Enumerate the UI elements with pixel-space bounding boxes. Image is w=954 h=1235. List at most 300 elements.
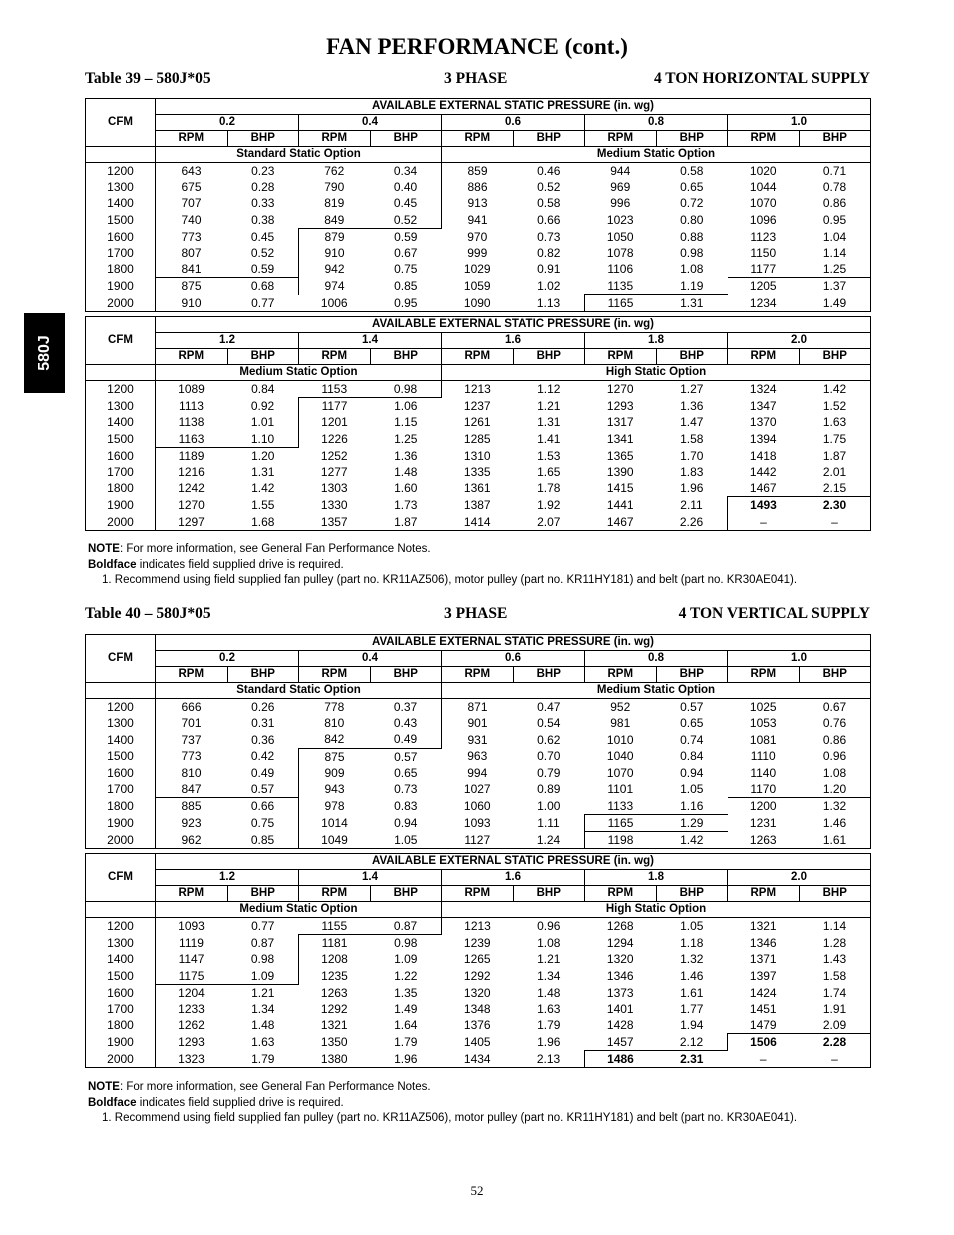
- subcolumn-header: RPM: [728, 667, 800, 683]
- bhp-cell: 0.68: [250, 279, 275, 294]
- subcolumn-header: BHP: [227, 349, 299, 365]
- bhp-cell: 1.20: [799, 781, 871, 798]
- bhp-cell: 0.77: [227, 295, 299, 312]
- rpm-cell: 1025: [749, 700, 777, 715]
- rpm-cell: 913: [467, 196, 488, 211]
- pressure-column: 0.2: [156, 115, 299, 131]
- rpm-cell: 1387: [463, 498, 491, 513]
- rpm-cell: 1090: [442, 295, 514, 312]
- rpm-cell: 1010: [606, 732, 634, 747]
- bhp-cell: 1.19: [680, 278, 704, 293]
- rpm-cell: 999: [467, 246, 488, 261]
- table-row: [86, 832, 871, 849]
- subcolumn-header: BHP: [799, 886, 871, 902]
- table-row: [86, 431, 871, 448]
- rpm-cell: 819: [324, 196, 345, 211]
- rpm-cell: 1348: [463, 1002, 491, 1017]
- rpm-cell: 1380: [299, 1051, 371, 1068]
- rpm-cell: 1123: [750, 229, 777, 244]
- bhp-cell: 1.35: [394, 985, 418, 1000]
- bhp-cell: 1.58: [680, 431, 704, 446]
- option-spacer: [86, 683, 156, 699]
- rpm-cell: 970: [467, 229, 488, 244]
- table-row: [86, 261, 871, 278]
- bhp-cell: 0.58: [537, 196, 561, 211]
- bhp-cell: 1.60: [394, 481, 418, 496]
- bhp-cell: 0.28: [251, 180, 275, 195]
- table-notes: [88, 1080, 888, 1127]
- rpm-cell: 1479: [749, 1018, 777, 1033]
- bhp-cell: 0.84: [251, 382, 275, 397]
- bhp-cell: 0.73: [394, 782, 418, 797]
- fan-table: [85, 853, 871, 1068]
- bhp-cell: 1.42: [251, 481, 275, 496]
- bhp-cell: 0.83: [394, 798, 418, 813]
- subcolumn-header: BHP: [370, 886, 442, 902]
- subcolumn-header: RPM: [442, 886, 514, 902]
- bhp-cell: 1.65: [537, 465, 561, 480]
- bhp-cell: 1.05: [680, 919, 704, 934]
- subcolumn-header: RPM: [156, 886, 228, 902]
- rpm-cell: 1198: [585, 832, 657, 849]
- cfm-cell: 1900: [86, 1034, 156, 1051]
- bhp-cell: 2.13: [513, 1051, 585, 1068]
- rpm-cell: 1493: [728, 497, 800, 514]
- bhp-cell: 1.87: [799, 447, 871, 464]
- bhp-cell: 0.94: [680, 765, 704, 780]
- rpm-cell: 1486: [585, 1051, 657, 1068]
- bhp-cell: 1.55: [251, 498, 275, 513]
- rpm-cell: 1014: [299, 814, 371, 831]
- rpm-cell: –: [728, 1051, 800, 1068]
- note-line: [88, 542, 888, 558]
- rpm-cell: 1434: [442, 1051, 514, 1068]
- bhp-cell: 1.02: [537, 279, 561, 294]
- table-row: [86, 381, 871, 398]
- cfm-cell: 1300: [86, 935, 156, 952]
- bhp-cell: 0.34: [370, 163, 442, 180]
- bhp-cell: 1.41: [537, 431, 561, 446]
- bhp-cell: 0.71: [799, 163, 871, 180]
- bhp-cell: 0.77: [251, 919, 275, 934]
- rpm-cell: 1376: [463, 1018, 491, 1033]
- bhp-cell: 1.79: [394, 1035, 418, 1050]
- rpm-cell: 1451: [749, 1002, 777, 1017]
- cfm-header: CFM: [86, 854, 156, 902]
- cfm-cell: 1400: [86, 414, 156, 430]
- rpm-cell: 1263: [320, 985, 348, 1000]
- table-row: [86, 195, 871, 211]
- side-tab-label: 580J: [35, 335, 53, 371]
- rpm-cell: 1285: [463, 431, 491, 446]
- bhp-cell: 1.91: [799, 1001, 871, 1017]
- bhp-cell: 1.61: [680, 985, 704, 1000]
- bhp-cell: 0.75: [250, 815, 275, 830]
- note-label: NOTE: [88, 543, 120, 555]
- bhp-cell: 1.94: [680, 1018, 704, 1033]
- rpm-cell: 1292: [320, 1002, 348, 1017]
- cfm-cell: 1800: [86, 261, 156, 278]
- bhp-cell: 1.25: [799, 261, 871, 278]
- rpm-cell: 1414: [442, 514, 514, 531]
- rpm-cell: 1293: [606, 399, 634, 414]
- subcolumn-header: BHP: [799, 667, 871, 683]
- cfm-cell: 1500: [86, 212, 156, 229]
- bhp-cell: 0.95: [799, 212, 871, 229]
- rpm-cell: 910: [156, 295, 228, 312]
- rpm-cell: 1320: [463, 985, 491, 1000]
- rpm-cell: 1297: [156, 514, 228, 531]
- subcolumn-header: BHP: [513, 667, 585, 683]
- rpm-cell: 978: [299, 798, 371, 815]
- bhp-cell: 0.85: [227, 832, 299, 849]
- cfm-cell: 1200: [86, 699, 156, 716]
- pressure-header: AVAILABLE EXTERNAL STATIC PRESSURE (in. wg): [156, 635, 871, 651]
- rpm-cell: 1394: [749, 431, 777, 446]
- bhp-cell: 1.00: [537, 798, 561, 813]
- bhp-cell: 1.92: [537, 498, 561, 513]
- rpm-cell: 952: [610, 700, 631, 715]
- pressure-column: 0.2: [156, 651, 299, 667]
- bhp-cell: 0.65: [394, 765, 418, 780]
- bhp-cell: 1.96: [680, 481, 704, 496]
- rpm-cell: 1294: [606, 936, 634, 951]
- rpm-cell: 1239: [463, 936, 491, 951]
- rpm-cell: 1321: [320, 1018, 348, 1033]
- bhp-cell: 0.40: [370, 179, 442, 195]
- rpm-cell: 1127: [442, 832, 514, 849]
- drive-option-label: Medium Static Option: [156, 365, 442, 381]
- rpm-cell: 1053: [749, 716, 777, 731]
- table-row: [86, 798, 871, 815]
- cfm-cell: 1500: [86, 748, 156, 765]
- bhp-cell: 0.87: [370, 918, 442, 935]
- rpm-cell: 1119: [179, 936, 204, 951]
- bhp-cell: 0.79: [537, 765, 561, 780]
- rpm-cell: 1263: [728, 832, 800, 849]
- bhp-cell: 0.59: [227, 261, 299, 278]
- table-row: [86, 514, 871, 531]
- bhp-cell: 1.47: [680, 415, 704, 430]
- rpm-cell: 1216: [156, 464, 228, 480]
- bhp-cell: 1.10: [227, 431, 299, 448]
- rpm-cell: 969: [610, 180, 631, 195]
- subcolumn-header: RPM: [442, 349, 514, 365]
- rpm-cell: 1175: [156, 968, 228, 985]
- bhp-cell: 0.52: [250, 246, 275, 261]
- cfm-cell: 1300: [86, 179, 156, 195]
- boldface-text: indicates field supplied drive is required.: [136, 558, 344, 571]
- rpm-cell: 941: [467, 212, 488, 227]
- cfm-header: CFM: [86, 99, 156, 147]
- rpm-cell: 1060: [463, 798, 491, 813]
- bhp-cell: 1.48: [537, 985, 561, 1000]
- cfm-cell: 1800: [86, 1017, 156, 1034]
- rpm-cell: 1346: [749, 936, 777, 951]
- rpm-cell: 740: [181, 212, 202, 227]
- subcolumn-header: BHP: [656, 131, 728, 147]
- table-supply: 4 TON HORIZONTAL SUPPLY: [653, 70, 870, 87]
- bhp-cell: 1.79: [537, 1018, 561, 1033]
- rpm-cell: 810: [181, 765, 202, 780]
- bhp-cell: 0.57: [680, 700, 704, 715]
- side-tab: [24, 313, 65, 393]
- bhp-cell: 0.96: [799, 748, 871, 765]
- bhp-cell: 1.46: [799, 814, 871, 831]
- rpm-cell: 1205: [728, 278, 800, 295]
- rpm-cell: 1324: [749, 382, 777, 397]
- bhp-cell: 0.94: [394, 815, 418, 830]
- rpm-cell: 1226: [299, 431, 371, 448]
- rpm-cell: 1093: [178, 919, 205, 934]
- bhp-cell: 0.98: [250, 952, 275, 967]
- table-row: [86, 918, 871, 935]
- rpm-cell: 1467: [749, 481, 777, 496]
- rpm-cell: 666: [181, 700, 202, 715]
- drive-option-label: Medium Static Option: [442, 683, 871, 699]
- rpm-cell: 1506: [728, 1034, 800, 1051]
- bhp-cell: 0.65: [680, 716, 704, 731]
- cfm-cell: 1600: [86, 765, 156, 781]
- rpm-cell: 1317: [606, 415, 634, 430]
- bhp-cell: 0.65: [680, 180, 704, 195]
- table-row: [86, 245, 871, 261]
- bhp-cell: 1.08: [680, 262, 704, 277]
- bhp-cell: 1.21: [227, 984, 299, 1001]
- table-supply: 4 TON VERTICAL SUPPLY: [678, 605, 870, 622]
- bhp-cell: 1.09: [394, 952, 418, 967]
- rpm-cell: 1089: [178, 382, 205, 397]
- cfm-header: CFM: [86, 635, 156, 683]
- rpm-cell: 1201: [299, 414, 371, 430]
- bhp-cell: 1.04: [799, 228, 871, 245]
- bhp-cell: 0.66: [537, 212, 561, 227]
- bhp-cell: 1.32: [799, 798, 871, 815]
- rpm-cell: 1457: [606, 1034, 634, 1049]
- bhp-cell: 0.98: [370, 381, 442, 398]
- cfm-cell: 1300: [86, 398, 156, 415]
- bhp-cell: 1.28: [799, 935, 871, 952]
- rpm-cell: 1346: [606, 968, 634, 983]
- bhp-cell: 1.22: [394, 968, 418, 983]
- cfm-cell: 1700: [86, 464, 156, 480]
- rpm-cell: 1113: [179, 399, 204, 414]
- bhp-cell: 0.59: [370, 228, 442, 245]
- rpm-cell: 1155: [299, 918, 371, 935]
- pressure-header: AVAILABLE EXTERNAL STATIC PRESSURE (in. wg): [156, 317, 871, 333]
- pressure-column: 1.2: [156, 333, 299, 349]
- pressure-column: 1.8: [585, 333, 728, 349]
- bhp-cell: 0.98: [370, 935, 442, 952]
- bhp-cell: 0.70: [537, 749, 561, 764]
- table-row: [86, 781, 871, 798]
- cfm-cell: 2000: [86, 832, 156, 849]
- pressure-column: 1.0: [728, 651, 871, 667]
- rpm-cell: 994: [467, 765, 488, 780]
- bhp-cell: 1.24: [513, 832, 585, 849]
- bhp-cell: –: [799, 514, 871, 531]
- bhp-cell: 1.63: [537, 1002, 561, 1017]
- bhp-cell: 2.26: [656, 514, 728, 531]
- bhp-cell: 1.87: [370, 514, 442, 531]
- bhp-cell: 1.78: [537, 481, 561, 496]
- subcolumn-header: BHP: [370, 349, 442, 365]
- subcolumn-header: RPM: [442, 131, 514, 147]
- subcolumn-header: BHP: [227, 886, 299, 902]
- rpm-cell: 1424: [749, 985, 777, 1000]
- table-row: [86, 278, 871, 295]
- rpm-cell: 1237: [463, 399, 491, 414]
- page-title: FAN PERFORMANCE (cont.): [326, 34, 628, 59]
- rpm-cell: 1415: [606, 481, 634, 496]
- rpm-cell: 1233: [156, 1001, 228, 1017]
- cfm-cell: 1600: [86, 984, 156, 1001]
- bhp-cell: 1.61: [799, 832, 871, 849]
- note-text: : For more information, see General Fan Performance Notes.: [119, 543, 431, 555]
- bhp-cell: 0.49: [370, 731, 442, 748]
- bhp-cell: 0.82: [537, 246, 561, 261]
- rpm-cell: 1044: [749, 180, 777, 195]
- bhp-cell: 1.49: [394, 1002, 418, 1017]
- table-row: [86, 715, 871, 731]
- rpm-cell: 910: [299, 245, 371, 261]
- note-item: 1. Recommend using field supplied fan pulley (part no. KR11AZ506), motor pulley (part no. KR11HY181) and belt (part no. KR30AE041).: [102, 574, 798, 586]
- rpm-cell: 1467: [585, 514, 657, 531]
- bhp-cell: 1.49: [799, 295, 871, 312]
- rpm-cell: –: [728, 514, 800, 531]
- bhp-cell: 0.47: [537, 700, 561, 715]
- bhp-cell: 0.86: [799, 195, 871, 211]
- cfm-header: CFM: [86, 317, 156, 365]
- table-row: [86, 814, 871, 831]
- rpm-cell: 1070: [606, 765, 634, 780]
- subcolumn-header: BHP: [656, 349, 728, 365]
- bhp-cell: 0.89: [537, 782, 561, 797]
- bhp-cell: 0.87: [250, 936, 275, 951]
- bhp-cell: 0.85: [394, 279, 418, 294]
- bhp-cell: 1.06: [370, 398, 442, 415]
- table-row: [86, 163, 871, 180]
- table-row: [86, 212, 871, 229]
- rpm-cell: 790: [324, 180, 345, 195]
- rpm-cell: 1441: [606, 498, 634, 513]
- subcolumn-header: RPM: [299, 349, 371, 365]
- boldface-text: indicates field supplied drive is required.: [136, 1096, 344, 1109]
- rpm-cell: 931: [467, 732, 488, 747]
- bhp-cell: 1.20: [227, 447, 299, 464]
- rpm-cell: 737: [181, 732, 202, 747]
- rpm-cell: 1405: [463, 1035, 491, 1050]
- bhp-cell: 2.01: [799, 464, 871, 480]
- rpm-cell: 1357: [299, 514, 371, 531]
- cfm-cell: 1200: [86, 918, 156, 935]
- table-row: [86, 699, 871, 716]
- subcolumn-header: BHP: [513, 131, 585, 147]
- rpm-cell: 1270: [156, 497, 228, 514]
- subcolumn-header: RPM: [728, 349, 800, 365]
- table-row: [86, 1001, 871, 1017]
- cfm-cell: 1700: [86, 1001, 156, 1017]
- bhp-cell: 1.79: [227, 1051, 299, 1068]
- pressure-column: 2.0: [728, 333, 871, 349]
- rpm-cell: 701: [181, 716, 202, 731]
- rpm-cell: 1293: [156, 1034, 228, 1051]
- table-row: [86, 951, 871, 967]
- rpm-cell: 1133: [607, 798, 634, 813]
- bhp-cell: 1.42: [799, 381, 871, 398]
- rpm-cell: 1265: [463, 952, 491, 967]
- pressure-column: 1.0: [728, 115, 871, 131]
- bhp-cell: 1.21: [537, 399, 561, 414]
- subcolumn-header: RPM: [728, 131, 800, 147]
- rpm-cell: 1397: [749, 968, 777, 983]
- rpm-cell: 1153: [299, 381, 371, 398]
- table-row: [86, 497, 871, 514]
- rpm-cell: 944: [610, 164, 631, 179]
- subcolumn-header: RPM: [156, 667, 228, 683]
- cfm-cell: 1500: [86, 968, 156, 985]
- bhp-cell: 1.58: [799, 968, 871, 985]
- rpm-cell: 1200: [728, 798, 800, 815]
- table-row: [86, 179, 871, 195]
- bhp-cell: 0.38: [251, 212, 275, 227]
- bhp-cell: 1.73: [394, 498, 418, 513]
- subcolumn-header: BHP: [370, 131, 442, 147]
- bhp-cell: 0.57: [370, 748, 442, 765]
- rpm-cell: 1140: [750, 765, 777, 780]
- bhp-cell: 2.28: [799, 1034, 871, 1051]
- bhp-cell: 0.52: [537, 180, 561, 195]
- table-row: [86, 414, 871, 430]
- rpm-cell: 1165: [585, 814, 657, 831]
- rpm-cell: 1163: [156, 431, 228, 448]
- rpm-cell: 901: [467, 716, 488, 731]
- rpm-cell: 1390: [606, 465, 634, 480]
- subcolumn-header: BHP: [656, 886, 728, 902]
- cfm-cell: 1800: [86, 798, 156, 815]
- cfm-cell: 1400: [86, 731, 156, 748]
- rpm-cell: 1361: [463, 481, 491, 496]
- subcolumn-header: RPM: [728, 886, 800, 902]
- rpm-cell: 778: [324, 700, 345, 715]
- subcolumn-header: RPM: [299, 886, 371, 902]
- drive-option-label: High Static Option: [442, 902, 871, 918]
- rpm-cell: 1059: [463, 279, 491, 294]
- table-row: [86, 1017, 871, 1034]
- rpm-cell: 1335: [463, 465, 491, 480]
- rpm-cell: 1321: [749, 919, 777, 934]
- cfm-cell: 2000: [86, 295, 156, 312]
- rpm-cell: 807: [181, 246, 202, 261]
- bhp-cell: 0.43: [370, 715, 442, 731]
- bhp-cell: 1.32: [680, 952, 704, 967]
- bhp-cell: 0.95: [370, 295, 442, 312]
- bhp-cell: 0.49: [250, 765, 275, 780]
- table-row: [86, 1034, 871, 1051]
- bhp-cell: 1.48: [394, 465, 418, 480]
- subcolumn-header: RPM: [585, 131, 657, 147]
- subcolumn-header: RPM: [585, 349, 657, 365]
- rpm-cell: 1370: [749, 415, 777, 430]
- fan-table: [85, 634, 871, 849]
- bhp-cell: 1.08: [799, 765, 871, 781]
- bhp-cell: 1.01: [250, 415, 275, 430]
- boldface-line: [88, 558, 888, 574]
- subcolumn-header: RPM: [156, 131, 228, 147]
- rpm-cell: 1310: [463, 448, 491, 463]
- rpm-cell: 1135: [607, 278, 634, 293]
- bhp-cell: 1.63: [799, 414, 871, 430]
